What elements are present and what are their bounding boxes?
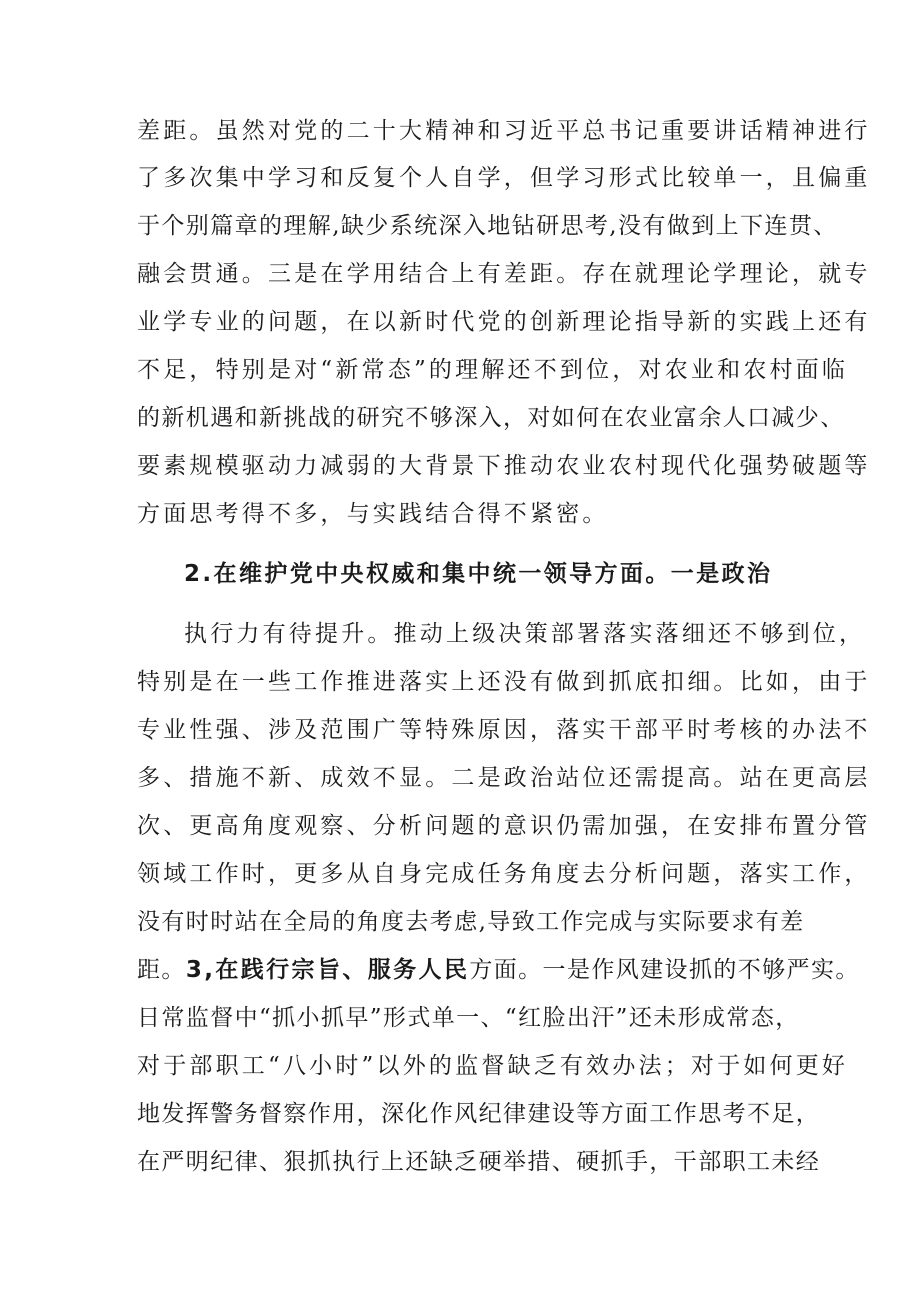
text-line: 业学专业的问题，在以新时代党的创新理论指导新的实践上还有: [137, 309, 871, 335]
subsection-heading: 3,在践行宗旨、服务人民: [185, 957, 470, 983]
line-prefix: 距。: [137, 957, 186, 983]
text-line: 了多次集中学习和反复个人自学，但学习形式比较单一，且偏重: [137, 165, 871, 191]
text-line: 次、更高角度观察、分析问题的意识仍需加强，在安排布置分管: [137, 813, 871, 839]
text-line: 的新机遇和新挑战的研究不够深入，对如何在农业富余人口减少、: [137, 405, 845, 431]
section-heading: 2.在维护党中央权威和集中统一领导方面。一是政治: [184, 561, 773, 587]
text-line: 专业性强、涉及范围广等特殊原因，落实干部平时考核的办法不: [137, 717, 871, 743]
text-line: 在严明纪律、狠抓执行上还缺乏硬举措、硬抓手，干部职工未经: [137, 1149, 821, 1175]
mixed-text-line: [137, 955, 860, 985]
text-line: 方面思考得不多，与实践结合得不紧密。: [137, 501, 609, 527]
text-line: 于个别篇章的理解,缺少系统深入地钻研思考,没有做到上下连贯、: [137, 213, 838, 239]
text-line: 要素规模驱动力减弱的大背景下推动农业农村现代化强势破题等: [137, 453, 871, 479]
text-line: 执行力有待提升。推动上级决策部署落实落细还不够到位，: [184, 621, 866, 647]
text-line: 多、措施不新、成效不显。二是政治站位还需提高。站在更高层: [137, 765, 871, 791]
text-line: 融会贯通。三是在学用结合上有差距。存在就理论学理论，就专: [137, 261, 871, 287]
text-line: 日常监督中“抓小抓早”形式单一、“红脸出汗”还未形成常态，: [137, 1005, 800, 1031]
text-line: 特别是在一些工作推进落实上还没有做到抓底扣细。比如，由于: [137, 669, 871, 695]
text-line: 领域工作时，更多从自身完成任务角度去分析问题，落实工作，: [137, 861, 871, 887]
text-line: 不足，特别是对“新常态”的理解还不到位，对农业和农村面临: [137, 357, 849, 383]
text-line: 对于部职工“八小时”以外的监督缺乏有效办法；对于如何更好: [137, 1053, 849, 1079]
text-line: 差距。虽然对党的二十大精神和习近平总书记重要讲话精神进行: [137, 118, 871, 144]
text-line: 地发挥警务督察作用，深化作风纪律建设等方面工作思考不足，: [137, 1101, 821, 1127]
text-line: 没有时时站在全局的角度去考虑,导致工作完成与实际要求有差: [137, 909, 805, 935]
line-suffix: 方面。一是作风建设抓的不够严实。: [469, 957, 860, 983]
